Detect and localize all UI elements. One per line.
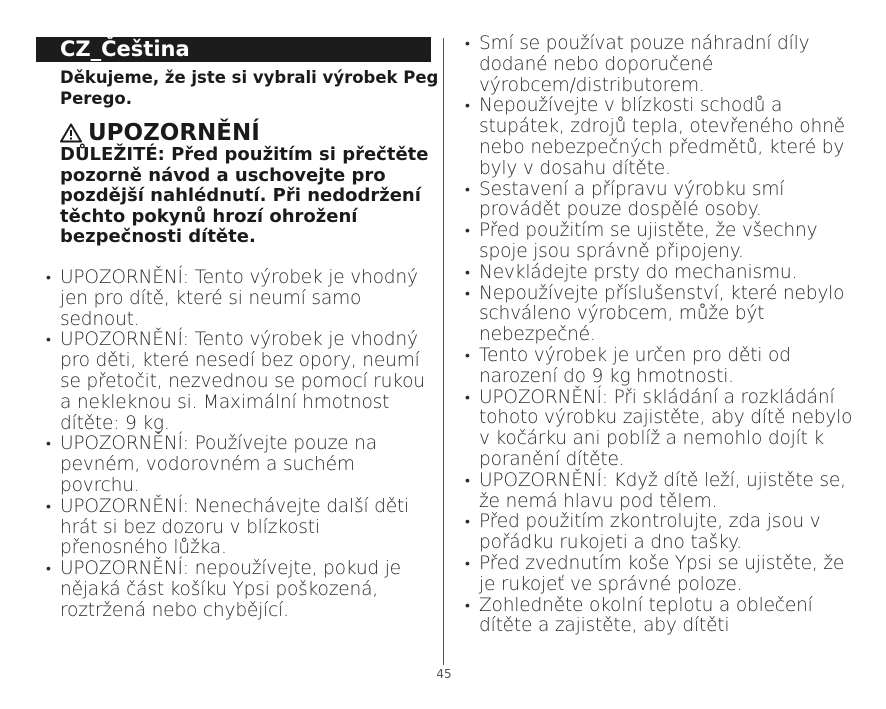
list-item-text: UPOZORNĚNÍ: Používejte pouze na pevném, vodorovném a suchém povrchu. [60, 433, 377, 496]
list-item-text: UPOZORNĚNÍ: nepoužívejte, pokud je nějaká část košíku Ypsi poškozená, roztržená nebo chybějící. [60, 558, 401, 621]
bullet-icon: • [465, 555, 470, 572]
list-item [465, 180, 860, 222]
warning-triangle-icon [60, 123, 82, 143]
list-item-text: UPOZORNĚNÍ: Když dítě leží, ujistěte se, že nemá hlavu pod tělem. [479, 469, 846, 512]
bullet-icon: • [465, 98, 470, 115]
list-item-text: Tento výrobek je určen pro děti od narození do 9 kg hmotnosti. [479, 344, 791, 387]
bullet-icon: • [465, 472, 470, 489]
bullet-icon: • [465, 389, 470, 406]
list-item [46, 497, 426, 559]
list-item [465, 284, 860, 346]
list-item [465, 471, 860, 513]
list-item-text: Před použitím zkontrolujte, zda jsou v pořádku rukojeti a dno tašky. [479, 511, 821, 554]
warning-heading-text: UPOZORNĚNÍ [88, 120, 260, 146]
page-number: 45 [436, 667, 452, 681]
list-item [465, 388, 860, 471]
list-item [465, 346, 860, 388]
list-item [465, 596, 860, 638]
bullet-icon: • [465, 36, 470, 52]
list-item [46, 434, 426, 496]
list-item [465, 512, 860, 554]
language-label: CZ_Čeština [60, 37, 190, 61]
bullet-icon: • [465, 285, 470, 302]
list-item-text: Nepoužívejte příslušenství, které nebylo schváleno výrobcem, může být nebezpečné. [479, 282, 845, 346]
bullet-icon: • [46, 561, 51, 578]
important-notice: DŮLEŽITÉ: Před použitím si přečtěte pozorně návod a uschovejte pro pozdější nahlédnutí. Při nedodržení těchto pokynů hrozí ohrožení bezpečnosti dítěte. [60, 144, 429, 248]
column-divider [443, 38, 444, 665]
bullet-icon: • [46, 270, 51, 286]
list-item-text: UPOZORNĚNÍ: Tento výrobek je vhodný pro děti, které nesedí bez opory, neumí se přetočit, nezvednou se pomocí rukou a nekleknou si. Maximální hmotnost dítěte: 9 kg. [60, 329, 425, 434]
list-item-text: Před zvednutím koše Ypsi se ujistěte, že je rukojeť ve správné poloze. [479, 552, 845, 595]
warning-heading [60, 120, 260, 146]
bullet-icon: • [46, 498, 51, 515]
list-item-text: Nepoužívejte v blízkosti schodů a stupátek, zdrojů tepla, otevřeného ohně nebo nebezpečných předmětů, které by byly v dosahu dítěte. [479, 95, 845, 179]
list-item-text: Nevkládejte prsty do mechanismu. [479, 261, 798, 283]
list-item-text: UPOZORNĚNÍ: Nenechávejte další děti hrát si bez dozoru v blízkosti přenosného lůžka. [60, 495, 410, 559]
bullet-icon: • [465, 223, 470, 240]
list-item-text: UPOZORNĚNÍ: Tento výrobek je vhodný jen pro dítě, které si neumí samo sednout. [60, 267, 418, 330]
right-warning-list [465, 34, 860, 637]
list-item-text: Zohledněte okolní teplotu a oblečení dítěte a zajistěte, aby dítěti [479, 594, 813, 637]
list-item [465, 263, 860, 284]
list-item [465, 34, 860, 96]
list-item [46, 559, 426, 621]
bullet-icon: • [465, 597, 470, 614]
list-item [46, 268, 426, 330]
bullet-icon: • [46, 436, 51, 453]
intro-text: Děkujeme, že jste si vybrali výrobek Peg Perego. [60, 68, 439, 108]
list-item [465, 96, 860, 179]
list-item-text: Sestavení a přípravu výrobku smí provádět pouze dospělé osoby. [479, 178, 785, 221]
left-warning-list [46, 268, 426, 622]
list-item-text: Smí se používat pouze náhradní díly dodané nebo doporučené výrobcem/distributorem. [479, 33, 810, 96]
list-item [465, 554, 860, 596]
bullet-icon: • [46, 332, 51, 349]
bullet-icon: • [465, 514, 470, 531]
bullet-icon: • [465, 264, 470, 281]
list-item [465, 221, 860, 263]
bullet-icon: • [465, 347, 470, 364]
list-item-text: UPOZORNĚNÍ: Při skládání a rozkládání tohoto výrobku zajistěte, aby dítě nebylo v kočárku ani poblíž a nemohlo dojít k poranění dítěte. [479, 386, 853, 470]
list-item [46, 330, 426, 434]
list-item-text: Před použitím se ujistěte, že všechny spoje jsou správně připojeny. [479, 220, 818, 262]
bullet-icon: • [465, 181, 470, 198]
